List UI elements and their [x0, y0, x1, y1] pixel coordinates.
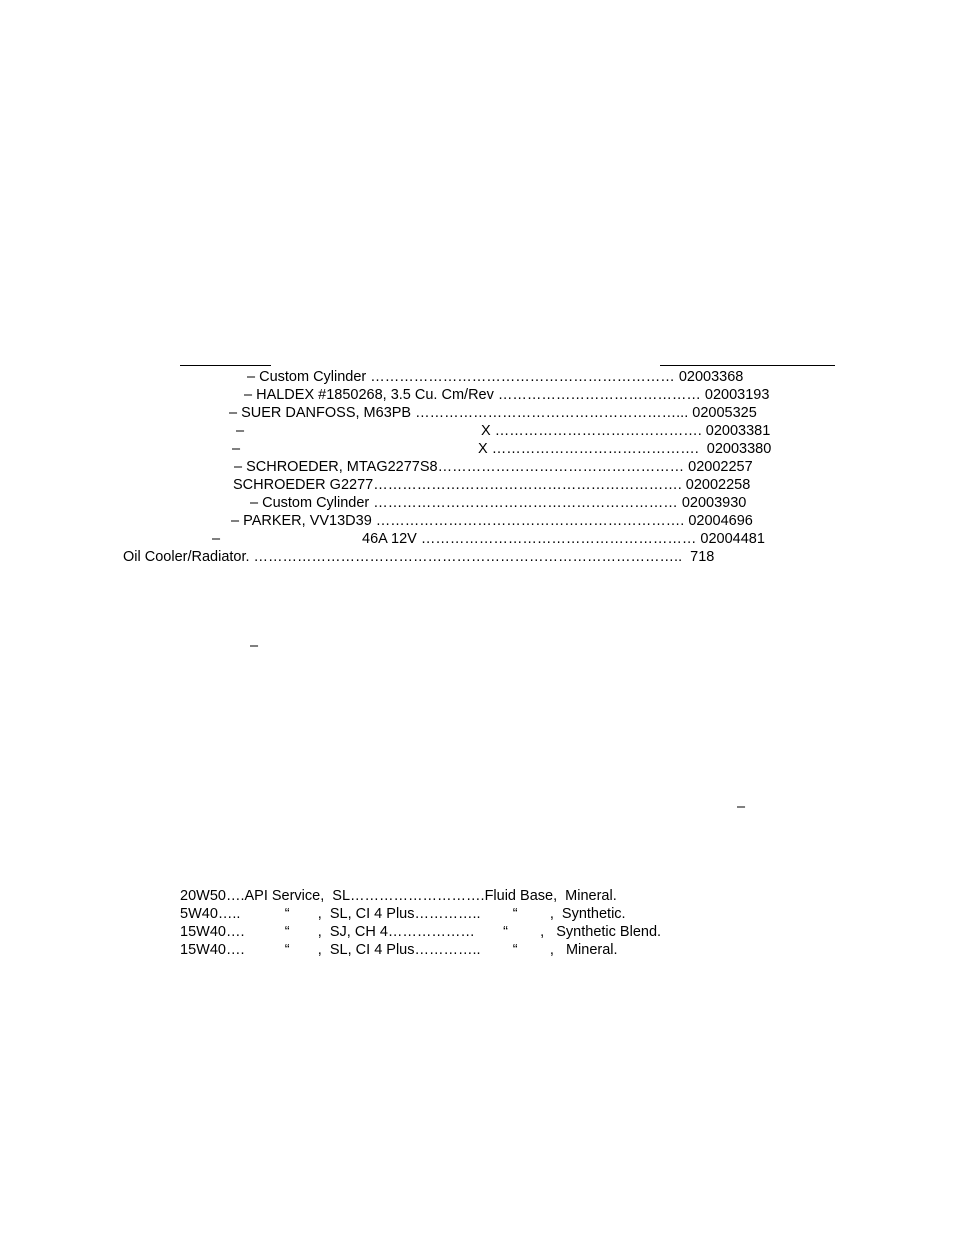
parts-line-haldex: – HALDEX #1850268, 3.5 Cu. Cm/Rev …………………………………… 02003193 [244, 387, 770, 403]
oil-row-20w50: 20W50….API Service, SL……………………….Fluid Base, Mineral. [180, 888, 617, 904]
parts-line-schroeder-mtag: – SCHROEDER, MTAG2277S8…………………………………………… 02002257 [234, 459, 753, 475]
header-rule-left [180, 365, 271, 366]
stray-dash-1: – [250, 638, 259, 654]
stray-dash-2: – [737, 799, 746, 815]
parts-line-x-02003381: X ……………………………………. 02003381 [481, 423, 771, 439]
parts-line-oil-cooler: Oil Cooler/Radiator. …………………………………………………………………………….. 718 [123, 549, 715, 565]
parts-line-46a-12v: 46A 12V ………………………………………………… 02004481 [362, 531, 765, 547]
parts-line-x-02003380: X ……………………………………. 02003380 [478, 441, 772, 457]
parts-line-suer-danfoss: – SUER DANFOSS, M63PB ………………………………………………... 02005325 [229, 405, 757, 421]
parts-line-parker: – PARKER, VV13D39 ………………………………………………………. 02004696 [231, 513, 753, 529]
parts-line-dash-c: – [212, 531, 221, 547]
parts-line-schroeder-g2277: SCHROEDER G2277………………………………………………………. 02002258 [233, 477, 751, 493]
header-rule-right [660, 365, 835, 366]
parts-line-custom-cylinder-2: – Custom Cylinder ……………………………………………………… 02003930 [250, 495, 747, 511]
oil-row-15w40-sl: 15W40…. “ , SL, CI 4 Plus………….. “ , Mineral. [180, 942, 618, 958]
parts-line-custom-cylinder-1: – Custom Cylinder ……………………………………………………… 02003368 [247, 369, 744, 385]
oil-row-5w40: 5W40….. “ , SL, CI 4 Plus………….. “ , Synthetic. [180, 906, 626, 922]
parts-line-dash-b: – [232, 441, 241, 457]
oil-row-15w40-sj: 15W40…. “ , SJ, CH 4……………… “ , Synthetic Blend. [180, 924, 662, 940]
parts-line-dash-a: – [236, 423, 245, 439]
